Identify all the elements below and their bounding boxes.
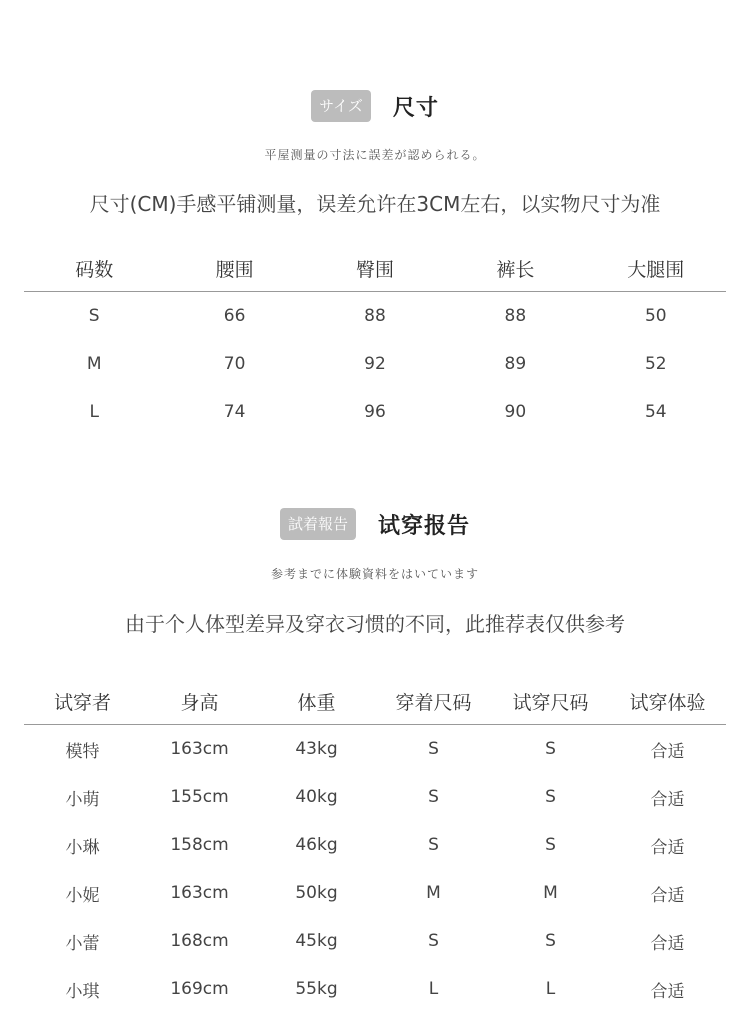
table-cell: 合适: [650, 885, 685, 906]
table-cell: 小蕾: [65, 933, 100, 954]
table-row: [24, 821, 726, 869]
table-cell: 合适: [650, 789, 685, 810]
trial-header-cell: 试穿尺码: [492, 678, 609, 725]
table-cell: 46kg: [295, 835, 338, 855]
trial-header-cell: 试穿者: [24, 678, 141, 725]
table-cell: S: [545, 835, 556, 855]
table-cell: 96: [364, 402, 386, 422]
trial-badge: 試着報告: [280, 508, 356, 540]
table-cell: 43kg: [295, 739, 338, 759]
table-cell: 54: [644, 402, 667, 422]
table-cell: S: [428, 931, 439, 951]
table-cell: S: [545, 931, 556, 951]
trial-subtitle: 参考までに体験資料をはいています: [270, 567, 479, 581]
table-cell: 70: [223, 354, 246, 374]
table-cell: 合适: [650, 981, 685, 1002]
size-header-cell: 臀围: [305, 245, 445, 292]
table-cell: L: [428, 979, 439, 999]
table-cell: L: [89, 402, 99, 422]
table-cell: 163cm: [170, 739, 229, 759]
table-cell: 52: [644, 354, 667, 374]
table-row: [24, 917, 726, 965]
table-cell: 50kg: [295, 883, 338, 903]
trial-header-cell: 穿着尺码: [375, 678, 492, 725]
size-badge: サイズ: [311, 90, 371, 122]
trial-table-header-row: [24, 678, 726, 725]
table-cell: 40kg: [295, 787, 338, 807]
table-cell: S: [545, 739, 556, 759]
size-subtitle: 平屋测量の寸法に誤差が認められる。: [264, 148, 486, 162]
table-cell: 小萌: [65, 789, 100, 810]
table-cell: S: [428, 835, 439, 855]
size-header-cell: 裤长: [445, 245, 585, 292]
table-cell: M: [543, 883, 558, 903]
table-row: [24, 388, 726, 436]
size-table-header-row: [24, 245, 726, 292]
trial-note: 由于个人体型差异及穿衣习惯的不同，此推荐表仅供参考: [125, 612, 625, 636]
table-cell: 合适: [650, 933, 685, 954]
size-title: 尺寸: [392, 95, 439, 121]
table-cell: 小琪: [65, 981, 100, 1002]
trial-title: 试穿报告: [378, 513, 471, 539]
table-cell: L: [545, 979, 556, 999]
trial-table: [24, 678, 726, 1013]
table-cell: 45kg: [295, 931, 338, 951]
trial-header-cell: 试穿体验: [609, 678, 726, 725]
table-cell: 158cm: [170, 835, 229, 855]
table-cell: 90: [504, 402, 527, 422]
size-heading: [0, 90, 750, 122]
table-cell: 168cm: [170, 931, 229, 951]
table-cell: 小琳: [65, 837, 100, 858]
trial-header-cell: 体重: [258, 678, 375, 725]
table-row: [24, 292, 726, 341]
size-header-cell: 码数: [24, 245, 164, 292]
table-cell: S: [428, 739, 439, 759]
table-cell: S: [545, 787, 556, 807]
table-cell: 合适: [650, 837, 685, 858]
table-cell: 88: [504, 306, 527, 326]
table-cell: 155cm: [170, 787, 229, 807]
table-cell: 66: [223, 306, 246, 326]
table-cell: 169cm: [170, 979, 229, 999]
table-cell: 92: [364, 354, 386, 374]
table-row: [24, 340, 726, 388]
table-cell: S: [88, 306, 100, 326]
size-note: 尺寸(CM)手感平铺测量，误差允许在3CM左右，以实物尺寸为准: [89, 192, 661, 216]
trial-heading: [0, 508, 750, 540]
table-cell: 50: [644, 306, 667, 326]
table-cell: 小妮: [65, 885, 100, 906]
table-cell: 模特: [65, 741, 100, 762]
size-table: [24, 245, 726, 436]
table-row: [24, 965, 726, 1013]
table-cell: 163cm: [170, 883, 229, 903]
table-cell: 88: [364, 306, 386, 326]
table-row: [24, 869, 726, 917]
table-cell: M: [86, 354, 102, 374]
table-cell: 合适: [650, 741, 685, 762]
table-cell: S: [428, 787, 439, 807]
table-cell: 55kg: [295, 979, 338, 999]
size-header-cell: 大腿围: [586, 245, 726, 292]
table-cell: M: [426, 883, 441, 903]
table-row: [24, 725, 726, 774]
trial-header-cell: 身高: [141, 678, 258, 725]
size-header-cell: 腰围: [164, 245, 304, 292]
table-cell: 89: [504, 354, 527, 374]
table-row: [24, 773, 726, 821]
table-cell: 74: [223, 402, 246, 422]
